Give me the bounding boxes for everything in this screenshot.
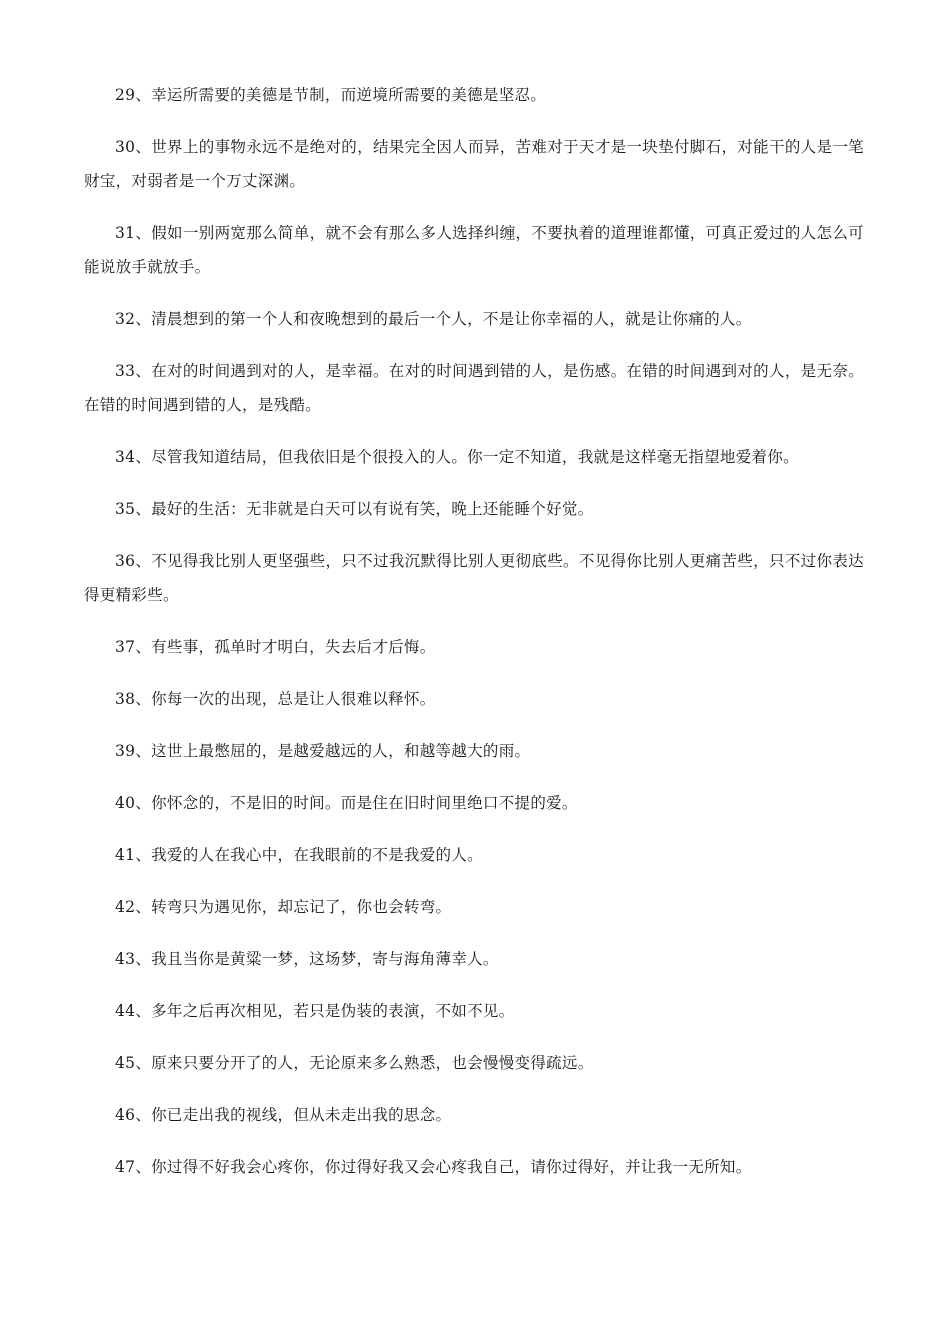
document-body (84, 78, 864, 1202)
quote-paragraph-33: 33、在对的时间遇到对的人，是幸福。在对的时间遇到错的人，是伤感。在错的时间遇到对的人，是无奈。在错的时间遇到错的人，是残酷。 (84, 362, 864, 414)
quote-paragraph-43: 43、我且当你是黄粱一梦，这场梦，寄与海角薄幸人。 (115, 950, 499, 968)
quote-paragraph-41: 41、我爱的人在我心中，在我眼前的不是我爱的人。 (115, 846, 483, 864)
quote-paragraph-35: 35、最好的生活：无非就是白天可以有说有笑，晚上还能睡个好觉。 (115, 500, 594, 518)
quote-paragraph-46: 46、你已走出我的视线，但从未走出我的思念。 (115, 1106, 452, 1124)
quote-paragraph-29: 29、幸运所需要的美德是节制，而逆境所需要的美德是坚忍。 (115, 86, 547, 104)
quote-paragraph-39: 39、这世上最憋屈的，是越爱越远的人，和越等越大的雨。 (115, 742, 531, 760)
quote-paragraph-30: 30、世界上的事物永远不是绝对的，结果完全因人而异，苦难对于天才是一块垫付脚石，对能干的人是一笔财宝，对弱者是一个万丈深渊。 (84, 138, 864, 190)
quote-paragraph-34: 34、尽管我知道结局，但我依旧是个很投入的人。你一定不知道，我就是这样毫无指望地爱着你。 (115, 448, 799, 466)
quote-paragraph-38: 38、你每一次的出现，总是让人很难以释怀。 (115, 690, 436, 708)
quote-paragraph-36: 36、不见得我比别人更坚强些，只不过我沉默得比别人更彻底些。不见得你比别人更痛苦些，只不过你表达得更精彩些。 (84, 552, 864, 604)
quote-paragraph-37: 37、有些事，孤单时才明白，失去后才后悔。 (115, 638, 436, 656)
quote-paragraph-47: 47、你过得不好我会心疼你，你过得好我又会心疼我自己，请你过得好，并让我一无所知。 (115, 1158, 752, 1176)
quote-paragraph-44: 44、多年之后再次相见，若只是伪装的表演，不如不见。 (115, 1002, 515, 1020)
quote-paragraph-42: 42、转弯只为遇见你，却忘记了，你也会转弯。 (115, 898, 452, 916)
quote-paragraph-31: 31、假如一别两宽那么简单，就不会有那么多人选择纠缠，不要执着的道理谁都懂，可真正爱过的人怎么可能说放手就放手。 (84, 224, 864, 276)
quote-paragraph-40: 40、你怀念的，不是旧的时间。而是住在旧时间里绝口不提的爱。 (115, 794, 578, 812)
quote-paragraph-45: 45、原来只要分开了的人，无论原来多么熟悉，也会慢慢变得疏远。 (115, 1054, 594, 1072)
quote-paragraph-32: 32、清晨想到的第一个人和夜晚想到的最后一个人，不是让你幸福的人，就是让你痛的人。 (115, 310, 752, 328)
